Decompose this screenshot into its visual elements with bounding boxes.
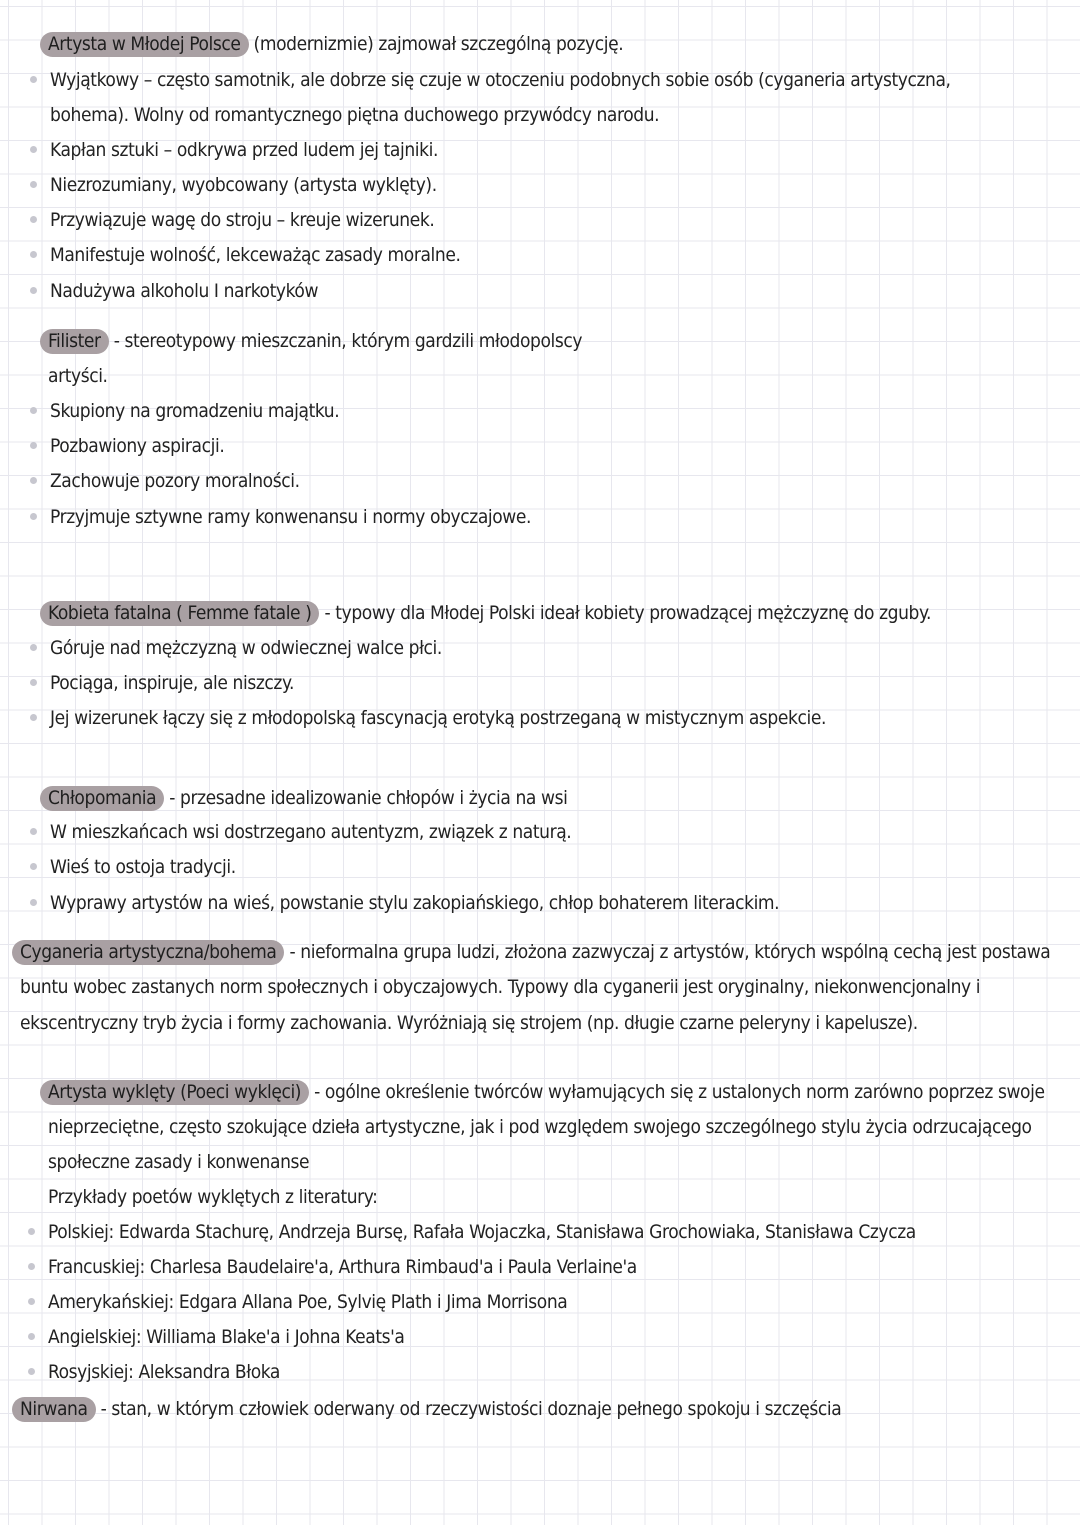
list-item: Pozbawiony aspiracji. [50,435,225,457]
list-item: Jej wizerunek łączy się z młodopolską fascynacją erotyką postrzeganą w mistycznym aspekcie. [50,707,826,729]
list-item: Francuskiej: Charlesa Baudelaire'a, Arthura Rimbaud'a i Paula Verlaine'a [48,1256,637,1278]
list-item: Wieś to ostoja tradycji. [50,856,236,878]
list-item: Angielskiej: Williama Blake'a i Johna Keats'a [48,1326,405,1348]
wyklety-line: nieprzeciętne, często szokujące dzieła artystyczne, jak i pod względem swojego szczególnego stylu życia odrzucającego [48,1116,1032,1138]
cyganeria-heading [12,940,1050,964]
term-highlight: Nirwana [12,1397,96,1422]
list-item: Kapłan sztuki – odkrywa przed ludem jej tajniki. [50,139,439,161]
filister-heading [40,329,582,353]
list-item: Wyjątkowy – często samotnik, ale dobrze się czuje w otoczeniu podobnych sobie osób (cyganeria artystyczna, [50,69,951,91]
artysta-heading [40,32,623,56]
filister-intro: - stereotypowy mieszczanin, którym gardzili młodopolscy [113,330,583,352]
wyklety-line: społeczne zasady i konwenanse [48,1151,310,1173]
list-item: Manifestuje wolność, lekceważąc zasady moralne. [50,244,461,266]
list-item: Skupiony na gromadzeniu majątku. [50,400,340,422]
nirwana-heading [12,1397,841,1421]
list-item: Amerykańskiej: Edgara Allana Poe, Sylvię Plath i Jima Morrisona [48,1291,568,1313]
kobieta-heading [40,601,931,625]
term-highlight: Kobieta fatalna ( Femme fatale ) [40,601,319,626]
list-item: Przywiązuje wagę do stroju – kreuje wizerunek. [50,209,435,231]
list-item: Niezrozumiany, wyobcowany (artysta wyklęty). [50,174,437,196]
list-item: Góruje nad mężczyzną w odwiecznej walce płci. [50,637,442,659]
wyklety-heading [40,1080,1045,1104]
list-item: Polskiej: Edwarda Stachurę, Andrzeja Bursę, Rafała Wojaczka, Stanisława Grochowiaka, Stanisława Czycza [48,1221,916,1243]
wyklety-line: - ogólne określenie twórców wyłamujących się z ustalonych norm zarówno poprzez swoje [314,1081,1045,1103]
term-highlight: Artysta w Młodej Polsce [40,32,249,57]
list-item: Wyprawy artystów na wieś, powstanie stylu zakopiańskiego, chłop bohaterem literackim. [50,892,780,914]
wyklety-examples-label: Przykłady poetów wyklętych z literatury: [48,1186,378,1208]
list-item: Przyjmuje sztywne ramy konwenansu i normy obyczajowe. [50,506,532,528]
list-item: W mieszkańcach wsi dostrzegano autentyzm, związek z naturą. [50,821,572,843]
term-highlight: Artysta wyklęty (Poeci wyklęci) [40,1080,309,1105]
cyganeria-line: buntu wobec zastanych norm społecznych i obyczajowych. Typowy dla cyganerii jest oryginalny, niekonwencjonalny i [20,976,981,998]
nirwana-intro: - stan, w którym człowiek oderwany od rzeczywistości doznaje pełnego spokoju i szczęścia [100,1398,842,1420]
kobieta-intro: - typowy dla Młodej Polski ideał kobiety prowadzącej mężczyznę do zguby. [324,602,932,624]
list-item: Zachowuje pozory moralności. [50,470,300,492]
cyganeria-line: ekscentryczny tryb życia i formy zachowania. Wyróżniają się strojem (np. długie czarne peleryny i kapelusze). [20,1012,918,1034]
cyganeria-line: - nieformalna grupa ludzi, złożona zazwyczaj z artystów, których wspólną cechą jest postawa [289,941,1051,963]
chlopomania-heading [40,786,567,810]
list-item: Rosyjskiej: Aleksandra Błoka [48,1361,280,1383]
chlopomania-intro: - przesadne idealizowanie chłopów i życia na wsi [169,787,568,809]
term-highlight: Cyganeria artystyczna/bohema [12,940,284,965]
list-item: Nadużywa alkoholu I narkotyków [50,280,319,302]
term-highlight: Chłopomania [40,786,164,811]
artysta-intro: (modernizmie) zajmował szczególną pozycję. [253,33,624,55]
list-item-continuation: bohema). Wolny od romantycznego piętna duchowego przywódcy narodu. [50,104,660,126]
filister-intro-continuation: artyści. [48,365,108,387]
list-item: Pociąga, inspiruje, ale niszczy. [50,672,295,694]
term-highlight: Filister [40,329,109,354]
